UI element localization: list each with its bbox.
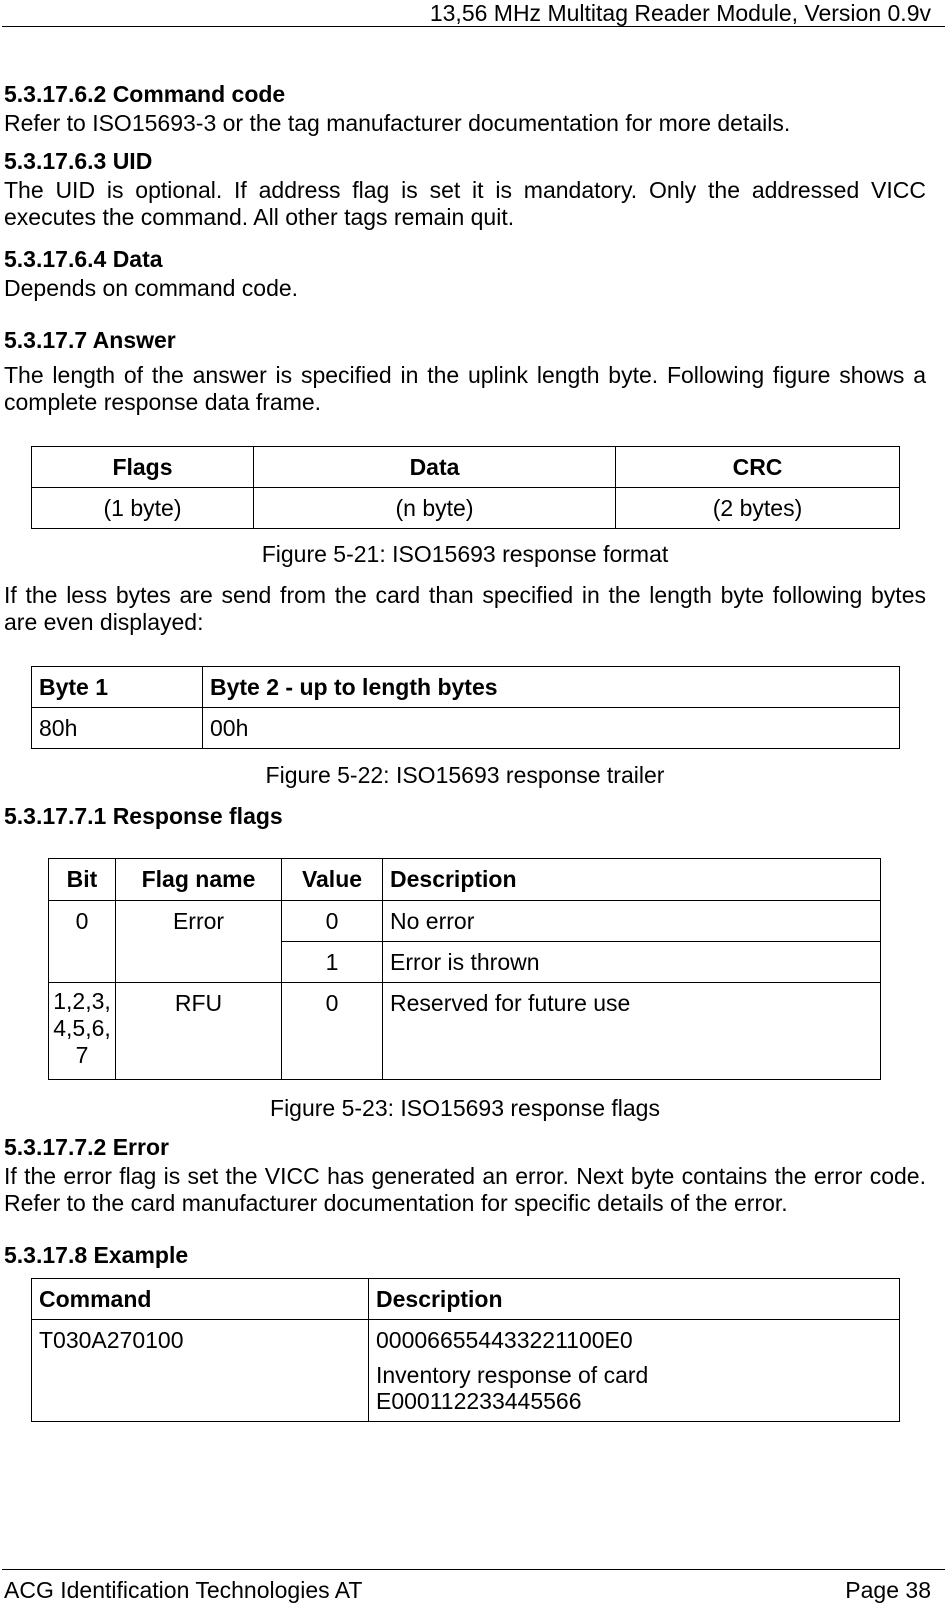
figure-caption-5-23: Figure 5-23: ISO15693 response flags	[270, 1095, 660, 1121]
command-code-text: Refer to ISO15693-3 or the tag manufacturer documentation for more details.	[4, 110, 791, 136]
table-row	[49, 983, 881, 1080]
response-hex: 000066554433221100E0	[376, 1327, 633, 1353]
cell-byte1: 80h	[32, 708, 203, 749]
cell-example-description	[369, 1320, 900, 1422]
cell-flags-size: (1 byte)	[32, 488, 254, 529]
heading-answer: 5.3.17.7 Answer	[4, 327, 176, 353]
data-text: Depends on command code.	[4, 275, 299, 301]
cell-command: T030A270100	[32, 1320, 369, 1422]
answer-text: The length of the answer is specified in the uplink length byte. Following figure shows a complete response data frame.	[4, 362, 926, 415]
cell-flag-name: Error	[116, 901, 282, 983]
table-header-row	[32, 447, 900, 488]
page-footer	[4, 1577, 931, 1604]
page-number: Page 38	[845, 1577, 931, 1603]
figure-caption-5-21: Figure 5-21: ISO15693 response format	[261, 541, 669, 567]
table-row	[32, 488, 900, 529]
table-header-row	[32, 1279, 900, 1320]
table-header-row	[49, 859, 881, 901]
cell-value: 0	[282, 901, 383, 942]
cell-description: Reserved for future use	[383, 983, 881, 1080]
heading-uid: 5.3.17.6.3 UID	[4, 148, 153, 174]
uid-text: The UID is optional. If address flag is set it is mandatory. Only the addressed VICC executes the command. All other tags remain quit.	[4, 177, 926, 230]
cell-byte2: 00h	[203, 708, 900, 749]
cell-flag-name: RFU	[116, 983, 282, 1080]
col-command: Command	[32, 1279, 369, 1320]
cell-description: Error is thrown	[383, 942, 881, 983]
table-row	[32, 708, 900, 749]
col-value: Value	[282, 859, 383, 901]
response-format-table	[31, 446, 900, 529]
heading-error: 5.3.17.7.2 Error	[4, 1134, 169, 1160]
col-description: Description	[383, 859, 881, 901]
cell-bit: 1,2,3, 4,5,6, 7	[49, 983, 116, 1080]
heading-data: 5.3.17.6.4 Data	[4, 246, 163, 272]
figure-caption-5-22: Figure 5-22: ISO15693 response trailer	[265, 762, 665, 788]
footer-rule	[2, 1569, 945, 1570]
heading-example: 5.3.17.8 Example	[4, 1242, 189, 1268]
example-table	[31, 1278, 900, 1422]
header-rule	[2, 26, 945, 27]
col-byte1: Byte 1	[32, 667, 203, 708]
col-crc: CRC	[616, 447, 900, 488]
table-row	[32, 1320, 900, 1422]
col-example-description: Description	[369, 1279, 900, 1320]
col-bit: Bit	[49, 859, 116, 901]
col-flags: Flags	[32, 447, 254, 488]
page-header: 13,56 MHz Multitag Reader Module, Version 0.9v	[429, 0, 931, 26]
response-note: Inventory response of card E000112233445566	[376, 1362, 649, 1414]
col-byte2: Byte 2 - up to length bytes	[203, 667, 900, 708]
less-bytes-text: If the less bytes are send from the card than specified in the length byte following bytes are even displayed:	[4, 582, 926, 635]
response-trailer-table	[31, 666, 900, 749]
heading-response-flags: 5.3.17.7.1 Response flags	[4, 803, 283, 829]
response-flags-table	[48, 858, 881, 1080]
cell-bit: 0	[49, 901, 116, 983]
col-flag-name: Flag name	[116, 859, 282, 901]
col-data: Data	[254, 447, 616, 488]
error-text: If the error flag is set the VICC has generated an error. Next byte contains the error code. Refer to the card manufacturer documentation for specific details of the error.	[4, 1163, 926, 1216]
table-header-row	[32, 667, 900, 708]
footer-company: ACG Identification Technologies AT	[4, 1577, 363, 1603]
cell-value: 1	[282, 942, 383, 983]
cell-data-size: (n byte)	[254, 488, 616, 529]
table-row	[49, 901, 881, 942]
cell-crc-size: (2 bytes)	[616, 488, 900, 529]
cell-description: No error	[383, 901, 881, 942]
heading-command-code: 5.3.17.6.2 Command code	[4, 81, 286, 107]
cell-value: 0	[282, 983, 383, 1080]
